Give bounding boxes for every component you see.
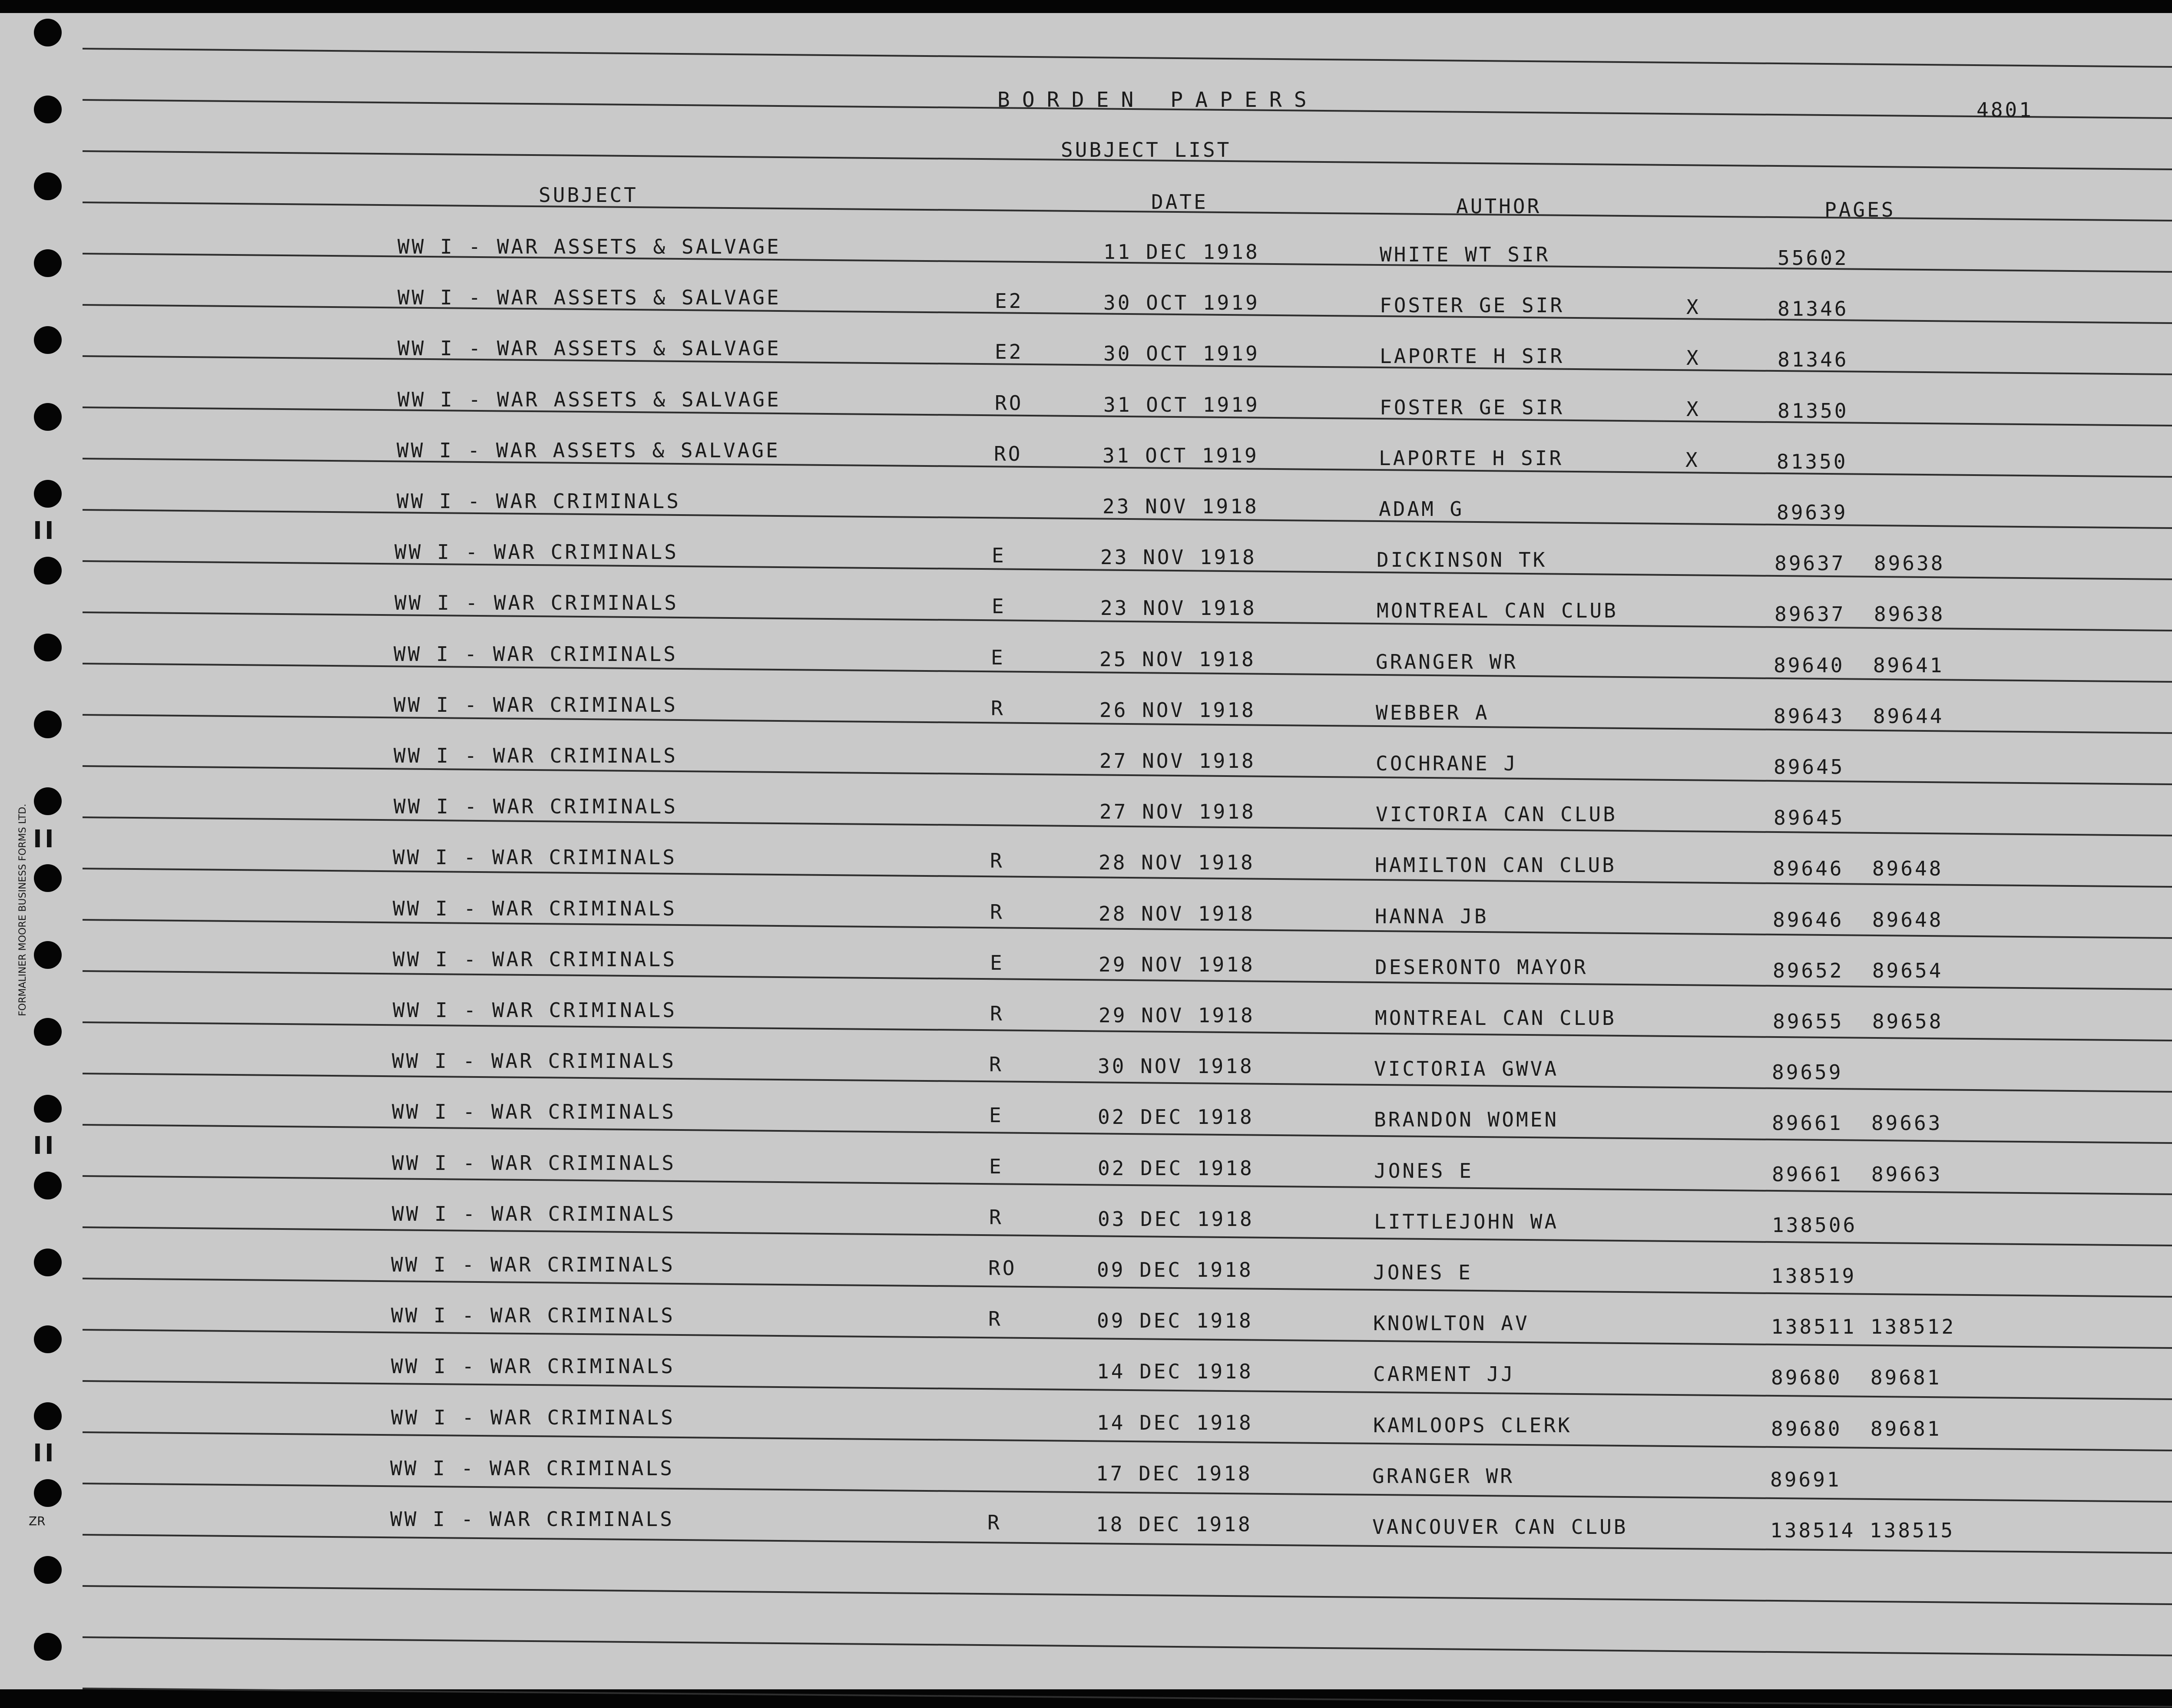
cell-x: X [1686,397,1701,421]
cell-code: R [989,1053,1003,1077]
cell-author: JONES E [1374,1159,1473,1183]
cell-code: E [989,1103,1003,1127]
cell-subject: WW I - WAR ASSETS & SALVAGE [397,387,781,411]
cell-author: MONTREAL CAN CLUB [1377,599,1618,623]
cell-x: X [1686,295,1701,319]
cell-date: 23 NOV 1918 [1103,495,1259,518]
cell-author: WEBBER A [1376,700,1490,724]
cell-subject: WW I - WAR CRIMINALS [394,642,678,666]
cell-date: 28 NOV 1918 [1099,851,1255,875]
cell-date: 31 OCT 1919 [1103,393,1260,416]
cell-date: 02 DEC 1918 [1098,1105,1254,1129]
cell-date: 27 NOV 1918 [1099,749,1256,773]
cell-code: R [990,849,1004,873]
cell-pages: 81346 [1778,348,1849,372]
cell-code: E [992,544,1006,568]
cell-author: LITTLEJOHN WA [1374,1209,1559,1233]
cell-date: 25 NOV 1918 [1099,647,1256,671]
sprocket-hole-icon [34,1172,62,1199]
feed-mark-icon: II [33,825,56,853]
cell-pages: 138506 [1772,1213,1857,1237]
cell-subject: WW I - WAR CRIMINALS [392,1202,676,1226]
sprocket-hole-icon [34,557,62,585]
cell-pages: 89655 89658 [1773,1010,1944,1033]
sprocket-hole-icon [34,1095,62,1123]
cell-pages: 89652 89654 [1773,958,1944,982]
cell-author: DICKINSON TK [1377,548,1547,572]
cell-author: JONES E [1373,1261,1473,1284]
form-code: ZR [29,1514,46,1528]
cell-date: 23 NOV 1918 [1100,545,1257,569]
cell-subject: WW I - WAR CRIMINALS [390,1507,674,1531]
cell-code: E2 [995,340,1023,364]
cell-pages: 89640 89641 [1774,653,1944,677]
cell-subject: WW I - WAR ASSETS & SALVAGE [397,235,781,258]
sprocket-hole-icon [34,1249,62,1276]
cell-code: E [992,595,1006,618]
cell-subject: WW I - WAR ASSETS & SALVAGE [397,438,780,462]
cell-code: R [990,900,1004,924]
feed-mark-icon: II [33,1439,56,1467]
sprocket-hole-icon [34,634,62,661]
cell-pages: 81346 [1778,297,1849,321]
cell-pages: 89646 89648 [1773,857,1944,881]
cell-author: MONTREAL CAN CLUB [1375,1006,1616,1030]
cell-author: KNOWLTON AV [1373,1312,1530,1335]
cell-pages: 138519 [1771,1264,1857,1288]
cell-author: VANCOUVER CAN CLUB [1372,1515,1628,1539]
sprocket-hole-icon [34,1556,62,1584]
cell-subject: WW I - WAR CRIMINALS [391,1405,675,1429]
cell-author: KAMLOOPS CLERK [1373,1413,1572,1437]
column-header-pages: PAGES [1824,198,1896,221]
cell-author: LAPORTE H SIR [1379,446,1564,470]
cell-pages: 89680 89681 [1771,1366,1942,1390]
cell-pages: 89645 [1774,755,1845,779]
cell-code: R [991,696,1005,720]
cell-code: RO [995,391,1023,415]
cell-pages: 81350 [1778,399,1849,423]
cell-date: 09 DEC 1918 [1097,1309,1253,1333]
cell-code: E [991,645,1005,669]
cell-subject: WW I - WAR CRIMINALS [392,1049,676,1073]
cell-author: VICTORIA CAN CLUB [1376,803,1617,826]
ruled-line [83,1483,2172,1503]
cell-author: DESERONTO MAYOR [1375,955,1588,979]
cell-code: R [990,1002,1004,1025]
cell-code: R [987,1511,1002,1534]
cell-pages: 89645 [1774,806,1845,830]
cell-date: 02 DEC 1918 [1098,1156,1254,1180]
sprocket-hole-icon [34,96,62,123]
cell-pages: 89637 89638 [1775,602,1945,626]
sprocket-hole-icon [34,480,62,508]
sprocket-hole-icon [34,864,62,892]
sprocket-hole-icon [34,1479,62,1507]
cell-date: 31 OCT 1919 [1103,443,1259,467]
sprocket-hole-icon [34,941,62,969]
column-header-subject: SUBJECT [539,183,638,207]
cell-subject: WW I - WAR CRIMINALS [393,896,677,920]
cell-author: COCHRANE J [1376,752,1518,775]
sprocket-hole-icon [34,1402,62,1430]
cell-author: FOSTER GE SIR [1380,395,1565,419]
cell-date: 03 DEC 1918 [1098,1207,1254,1231]
cell-subject: WW I - WAR CRIMINALS [394,591,679,615]
cell-date: 29 NOV 1918 [1099,1004,1255,1027]
cell-code: E2 [995,289,1023,313]
sprocket-hole-icon [34,787,62,815]
cell-code: RO [994,442,1023,466]
cell-code: R [988,1307,1003,1331]
sprocket-hole-icon [34,1018,62,1046]
cell-code: RO [988,1256,1017,1280]
printer-imprint: FORMALINER MOORE BUSINESS FORMS LTD. [17,803,28,1016]
cell-date: 18 DEC 1918 [1096,1513,1252,1536]
cell-date: 27 NOV 1918 [1099,800,1256,824]
cell-author: LAPORTE H SIR [1380,344,1565,368]
cell-subject: WW I - WAR CRIMINALS [392,1100,676,1124]
sprocket-hole-icon [34,249,62,277]
ruled-line [83,1636,2172,1657]
cell-author: HAMILTON CAN CLUB [1375,853,1616,877]
cell-author: BRANDON WOMEN [1374,1108,1559,1132]
document-title: BORDEN PAPERS [997,88,1319,112]
cell-date: 17 DEC 1918 [1096,1461,1252,1485]
cell-date: 30 OCT 1919 [1103,342,1260,366]
cell-pages: 89661 89663 [1772,1111,1943,1135]
cell-date: 29 NOV 1918 [1099,952,1255,976]
cell-subject: WW I - WAR CRIMINALS [390,1456,674,1480]
cell-subject: WW I - WAR ASSETS & SALVAGE [397,286,781,310]
cell-code: E [990,951,1004,975]
cell-code: E [989,1154,1003,1178]
cell-pages: 89691 [1770,1467,1841,1491]
cell-subject: WW I - WAR CRIMINALS [391,1304,675,1328]
cell-pages: 55602 [1778,246,1849,270]
cell-subject: WW I - WAR CRIMINALS [394,693,678,717]
cell-pages: 89659 [1772,1060,1843,1084]
sprocket-hole-icon [34,326,62,354]
cell-x: X [1685,448,1700,472]
cell-subject: WW I - WAR CRIMINALS [394,744,678,767]
cell-date: 30 OCT 1919 [1103,291,1260,315]
cell-date: 30 NOV 1918 [1098,1054,1254,1078]
column-header-author: AUTHOR [1456,195,1542,218]
cell-author: WHITE WT SIR [1380,243,1550,266]
cell-x: X [1686,346,1701,370]
sprocket-hole-icon [34,19,62,46]
cell-subject: WW I - WAR CRIMINALS [393,846,677,869]
cell-subject: WW I - WAR CRIMINALS [394,540,679,564]
cell-subject: WW I - WAR CRIMINALS [391,1355,675,1378]
cell-date: 14 DEC 1918 [1097,1360,1253,1384]
cell-subject: WW I - WAR CRIMINALS [393,947,677,971]
list-title: SUBJECT LIST [1061,138,1232,162]
cell-subject: WW I - WAR CRIMINALS [391,1253,675,1276]
sprocket-hole-icon [34,1325,62,1353]
cell-pages: 138514 138515 [1770,1519,1955,1542]
sprocket-hole-icon [34,1633,62,1661]
cell-pages: 89661 89663 [1772,1162,1943,1186]
ruled-line [83,1585,2172,1606]
cell-author: GRANGER WR [1376,650,1518,674]
cell-subject: WW I - WAR CRIMINALS [392,1151,676,1175]
cell-author: ADAM G [1379,497,1464,521]
sprocket-hole-icon [34,710,62,738]
cell-author: GRANGER WR [1372,1464,1514,1488]
cell-date: 28 NOV 1918 [1099,902,1255,925]
ruled-line [83,48,2172,68]
cell-pages: 138511 138512 [1771,1315,1956,1339]
top-edge [0,0,2172,13]
cell-code: R [989,1205,1003,1229]
cell-subject: WW I - WAR ASSETS & SALVAGE [397,337,781,360]
page-number: 4801 [1977,98,2033,122]
cell-subject: WW I - WAR CRIMINALS [394,795,678,819]
cell-pages: 89680 89681 [1771,1417,1942,1440]
feed-mark-icon: II [33,517,56,545]
cell-subject: WW I - WAR CRIMINALS [397,489,681,513]
cell-subject: WW I - WAR CRIMINALS [393,998,677,1022]
cell-pages: 89643 89644 [1774,704,1944,728]
column-header-date: DATE [1151,190,1208,214]
cell-author: VICTORIA GWVA [1374,1057,1559,1081]
cell-pages: 89646 89648 [1773,908,1944,932]
cell-pages: 89637 89638 [1775,552,1945,575]
cell-author: FOSTER GE SIR [1380,294,1565,317]
cell-date: 23 NOV 1918 [1100,596,1257,620]
sprocket-hole-icon [34,403,62,431]
cell-date: 11 DEC 1918 [1103,240,1260,264]
cell-date: 14 DEC 1918 [1097,1411,1253,1434]
feed-mark-icon: II [33,1132,56,1160]
cell-author: HANNA JB [1375,904,1489,928]
cell-date: 26 NOV 1918 [1099,698,1256,722]
sprocket-hole-icon [34,172,62,200]
cell-author: CARMENT JJ [1373,1362,1515,1386]
cell-pages: 81350 [1777,449,1848,473]
cell-pages: 89639 [1777,501,1848,524]
cell-date: 09 DEC 1918 [1097,1258,1253,1282]
